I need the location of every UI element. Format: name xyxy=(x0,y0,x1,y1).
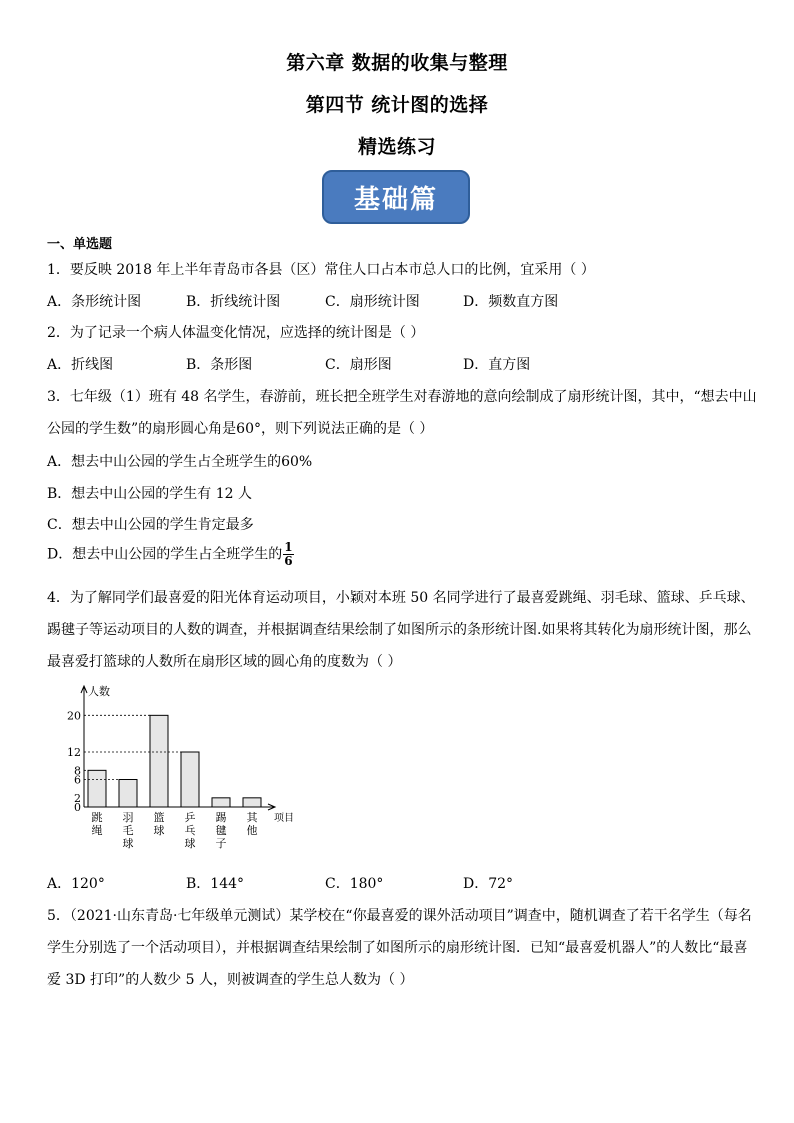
y-tick-label: 20 xyxy=(67,709,81,723)
q3-option-c: C．想去中山公园的学生肯定最多 xyxy=(47,517,254,533)
q3-option-d xyxy=(47,541,294,568)
x-axis-label: 项目 xyxy=(274,813,294,824)
q4-option-d: D．72° xyxy=(463,876,514,892)
fraction xyxy=(283,541,293,568)
question-3-stem-line2: 公园的学生数”的扇形圆心角是60°，则下列说法正确的是（ ） xyxy=(47,421,434,437)
q2-option-b: B．条形图 xyxy=(186,357,253,373)
y-tick-label: 2 xyxy=(74,791,81,805)
q1-option-d: D．频数直方图 xyxy=(463,294,559,310)
q3-option-d-text: D．想去中山公园的学生占全班学生的 xyxy=(47,546,283,563)
q2-option-d: D．直方图 xyxy=(463,357,531,373)
x-tick-label: 其他 xyxy=(246,811,258,837)
bar xyxy=(88,770,106,807)
q3-option-b: B．想去中山公园的学生有 12 人 xyxy=(47,486,253,502)
question-1-stem: 1．要反映 2018 年上半年青岛市各县（区）常住人口占本市总人口的比例，宜采用（ ） xyxy=(47,262,595,278)
banner-label: 基础篇 xyxy=(353,184,438,215)
y-tick-label: 6 xyxy=(74,773,81,787)
question-5-line1: 5．（2021·山东青岛·七年级单元测试）某学校在“你最喜爱的课外活动项目”调查中，随机调查了若干名学生（每名 xyxy=(47,908,752,924)
x-tick-label: 篮球 xyxy=(153,811,165,837)
question-4-line3: 最喜爱打篮球的人数所在扇形区域的圆心角的度数为（ ） xyxy=(47,654,402,670)
question-5-line2: 学生分别选了一个活动项目），并根据调查结果绘制了如图所示的扇形统计图．已知“最喜爱机器人”的人数比“最喜 xyxy=(47,940,748,956)
bar xyxy=(119,780,137,808)
y-tick-label: 12 xyxy=(67,746,81,759)
question-3-stem-line1: 3．七年级（1）班有 48 名学生，春游前，班长把全班学生对春游地的意向绘制成了扇形统计图，其中，“想去中山 xyxy=(47,389,757,405)
chapter-title: 第六章 数据的收集与整理 xyxy=(286,52,508,74)
bar xyxy=(243,798,261,807)
fraction-numerator: 1 xyxy=(284,540,293,554)
q1-option-c: C．扇形统计图 xyxy=(325,294,420,310)
x-tick-label: 跳绳 xyxy=(91,811,103,837)
q4-option-a: A．120° xyxy=(47,876,105,892)
q2-option-c: C．扇形图 xyxy=(325,357,392,373)
question-4-line2: 踢毽子等运动项目的人数的调查，并根据调查结果绘制了如图所示的条形统计图.如果将其转化为扇形统计图，那么 xyxy=(47,622,752,638)
x-tick-label: 乒乓球 xyxy=(184,811,196,850)
part-heading: 一、单选题 xyxy=(47,237,113,252)
q1-option-b: B．折线统计图 xyxy=(186,294,281,310)
bar xyxy=(150,715,168,807)
fraction-denominator: 6 xyxy=(284,554,293,568)
q4-option-b: B．144° xyxy=(186,876,245,892)
section-title: 第四节 统计图的选择 xyxy=(305,94,489,116)
level-banner xyxy=(322,170,470,224)
x-tick-label: 踢毽子 xyxy=(215,811,227,850)
page-subtitle: 精选练习 xyxy=(357,136,436,158)
bar-chart xyxy=(60,680,300,865)
q2-option-a: A．折线图 xyxy=(47,357,114,373)
bar xyxy=(212,798,230,807)
y-tick-label: 0 xyxy=(74,801,81,814)
question-2-stem: 2．为了记录一个病人体温变化情况，应选择的统计图是（ ） xyxy=(47,325,425,341)
bar xyxy=(181,752,199,807)
q4-option-c: C．180° xyxy=(325,876,384,892)
y-tick-label: 8 xyxy=(74,764,81,778)
question-4-line1: 4．为了解同学们最喜爱的阳光体育运动项目，小颖对本班 50 名同学进行了最喜爱跳绳、羽毛球、篮球、乒乓球、 xyxy=(47,590,755,606)
y-axis-label: 人数 xyxy=(88,685,110,698)
q1-option-a: A．条形统计图 xyxy=(47,294,142,310)
question-5-line3: 爱 3D 打印”的人数少 5 人，则被调查的学生总人数为（ ） xyxy=(47,972,414,988)
q3-option-a: A．想去中山公园的学生占全班学生的60% xyxy=(47,454,313,470)
x-tick-label: 羽毛球 xyxy=(122,811,134,850)
